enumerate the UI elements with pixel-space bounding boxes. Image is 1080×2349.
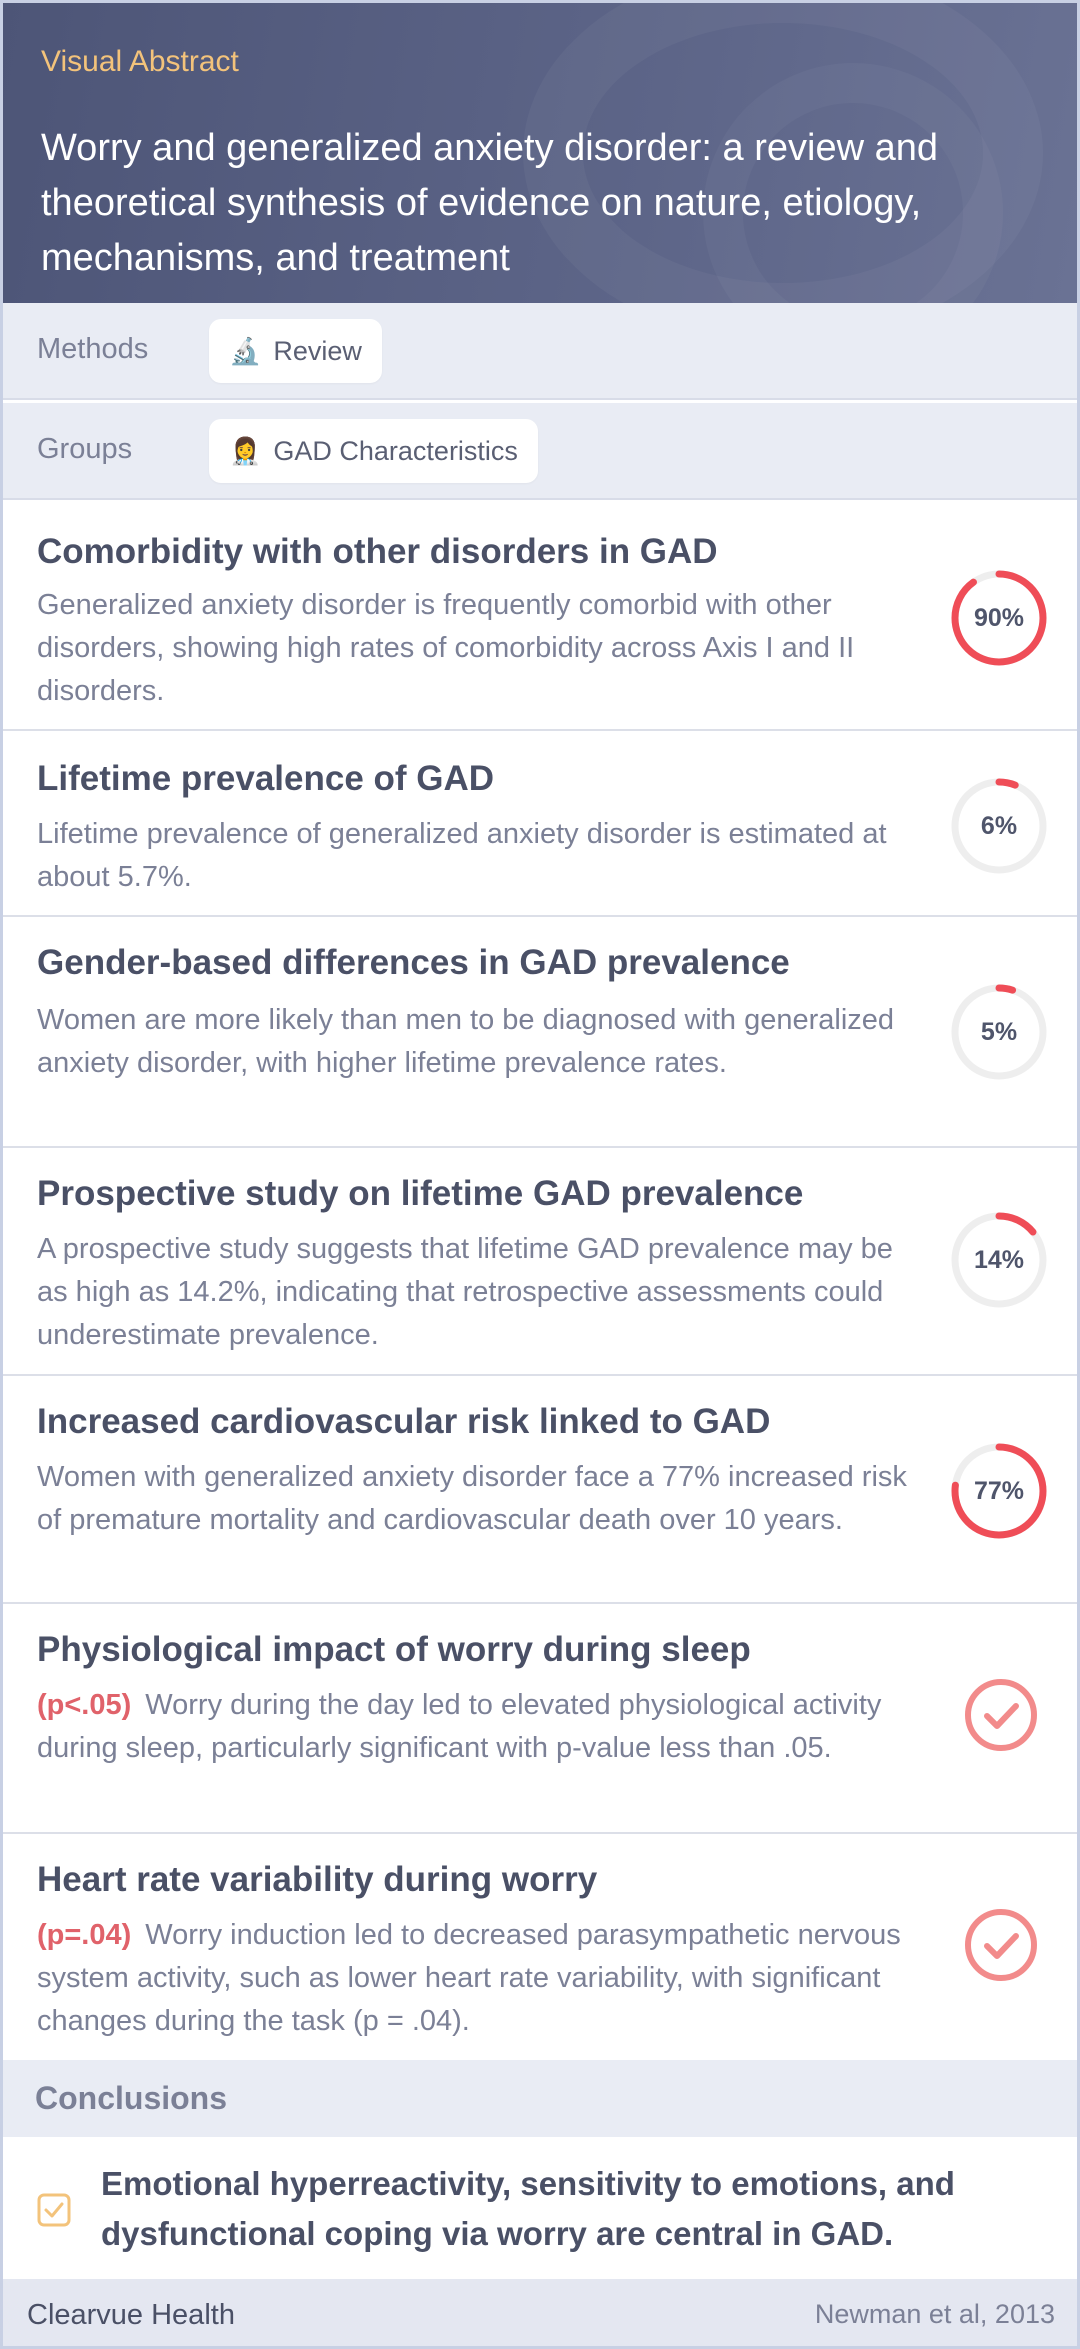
conclusion-text: Emotional hyperreactivity, sensitivity to emotions, and dysfunctional coping via worry are central in GAD. bbox=[101, 2165, 955, 2252]
check-circle-icon bbox=[963, 1677, 1039, 1753]
groups-row bbox=[3, 403, 1077, 500]
check-circle-icon bbox=[963, 1907, 1039, 1983]
footer bbox=[3, 2279, 1077, 2349]
finding-text-body: Worry during the day led to elevated physiological activity during sleep, particularly significant with p-value less than .05. bbox=[37, 1689, 882, 1764]
methods-row bbox=[3, 303, 1077, 400]
finding-text bbox=[37, 1914, 917, 2043]
finding-text: Lifetime prevalence of generalized anxiety disorder is estimated at about 5.7%. bbox=[37, 818, 887, 893]
groups-tag bbox=[209, 419, 538, 483]
finding-text: Generalized anxiety disorder is frequently comorbid with other disorders, showing high rates of comorbidity across Axis I and II disorders. bbox=[37, 589, 855, 707]
person-icon: 👩‍⚕️ bbox=[229, 435, 262, 466]
percent-ring bbox=[949, 1210, 1049, 1310]
kicker-label: Visual Abstract bbox=[41, 45, 239, 78]
methods-label: Methods bbox=[37, 333, 149, 365]
finding-text: Women are more likely than men to be diagnosed with generalized anxiety disorder, with higher lifetime prevalence rates. bbox=[37, 1004, 895, 1079]
percent-value: 6% bbox=[980, 811, 1018, 840]
finding-text bbox=[37, 1684, 917, 1770]
methods-tag bbox=[209, 319, 382, 383]
conclusions-header bbox=[3, 2060, 1077, 2137]
page-title: Worry and generalized anxiety disorder: a review and theoretical synthesis of evidence on nature, etiology, mechanisms, and treatment bbox=[41, 127, 938, 279]
header bbox=[3, 3, 1077, 303]
percent-value: 90% bbox=[973, 603, 1025, 632]
finding-row bbox=[3, 733, 1077, 917]
citation: Newman et al, 2013 bbox=[814, 2299, 1055, 2329]
percent-ring bbox=[949, 1441, 1049, 1541]
brand-name: Clearvue Health bbox=[27, 2299, 235, 2331]
finding-row bbox=[3, 1378, 1077, 1604]
finding-title: Gender-based differences in GAD prevalence bbox=[37, 943, 790, 982]
percent-value: 14% bbox=[973, 1245, 1025, 1274]
conclusions-label: Conclusions bbox=[35, 2080, 228, 2116]
finding-title: Prospective study on lifetime GAD prevalence bbox=[37, 1174, 804, 1213]
checkbox-icon bbox=[37, 2193, 71, 2227]
groups-label: Groups bbox=[37, 433, 133, 465]
methods-value: Review bbox=[273, 335, 362, 366]
finding-row bbox=[3, 1606, 1077, 1834]
groups-value: GAD Characteristics bbox=[273, 435, 518, 466]
microscope-icon: 🔬 bbox=[229, 335, 262, 366]
finding-row bbox=[3, 502, 1077, 731]
finding-row bbox=[3, 1836, 1077, 2060]
finding-row bbox=[3, 919, 1077, 1148]
percent-value: 77% bbox=[973, 1476, 1025, 1505]
percent-ring bbox=[949, 982, 1049, 1082]
percent-value: 5% bbox=[980, 1017, 1018, 1046]
finding-title: Lifetime prevalence of GAD bbox=[37, 759, 495, 798]
conclusion-item bbox=[3, 2137, 1077, 2279]
p-value: (p=.04) bbox=[37, 1919, 132, 1951]
finding-text-body: Worry induction led to decreased parasympathetic nervous system activity, such as lower heart rate variability, with significant changes during the task (p = .04). bbox=[37, 1919, 901, 2037]
finding-title: Heart rate variability during worry bbox=[37, 1860, 598, 1899]
finding-title: Increased cardiovascular risk linked to GAD bbox=[37, 1402, 771, 1441]
finding-title: Comorbidity with other disorders in GAD bbox=[37, 532, 718, 571]
finding-row bbox=[3, 1150, 1077, 1376]
finding-text: Women with generalized anxiety disorder face a 77% increased risk of premature mortality and cardiovascular death over 10 years. bbox=[37, 1461, 907, 1536]
finding-text: A prospective study suggests that lifetime GAD prevalence may be as high as 14.2%, indicating that retrospective assessments could underestimate prevalence. bbox=[37, 1233, 893, 1351]
percent-ring bbox=[949, 776, 1049, 876]
finding-title: Physiological impact of worry during sleep bbox=[37, 1630, 751, 1669]
p-value: (p<.05) bbox=[37, 1689, 132, 1721]
percent-ring bbox=[949, 568, 1049, 668]
